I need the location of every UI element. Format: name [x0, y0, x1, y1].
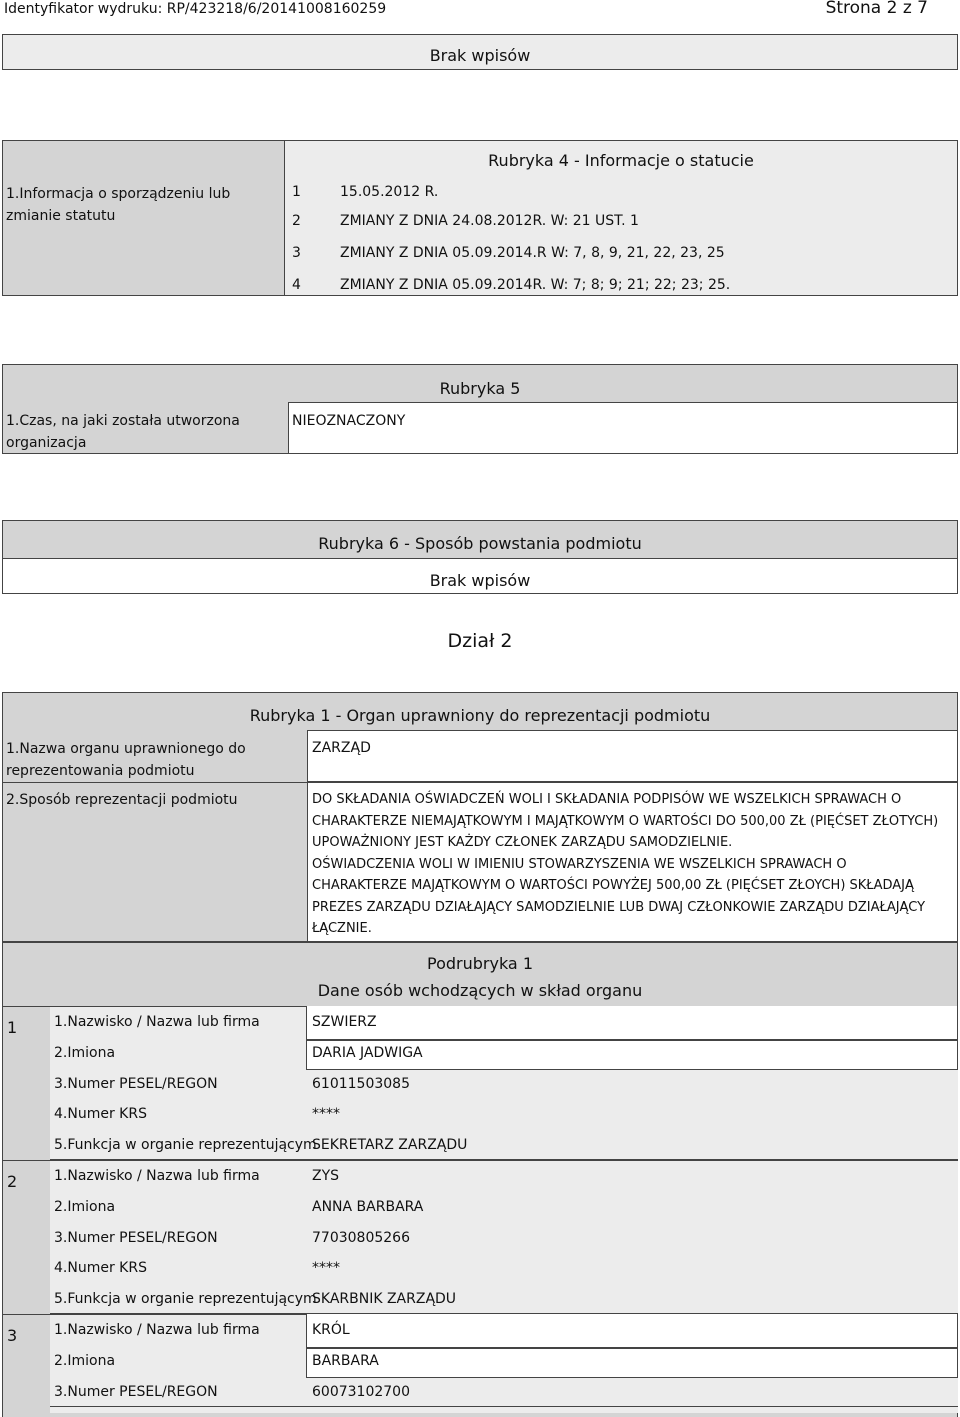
rubryka-5-value: NIEOZNACZONY — [292, 413, 406, 429]
text-line: UPOWAŻNIONY JEST KAŻDY CZŁONEK ZARZĄDU SAMODZIELNIE. — [312, 835, 733, 850]
print-identifier: Identyfikator wydruku: RP/423218/6/20141008160259 — [4, 1, 387, 17]
representation-method-text — [312, 789, 956, 940]
field-value: 77030805266 — [312, 1230, 410, 1246]
field-value: **** — [312, 1260, 340, 1276]
rubryka-4-label: 1.Informacja o sporządzeniu lub zmianie statutu — [6, 186, 231, 224]
field-label: 4.Numer KRS — [54, 1106, 147, 1122]
value-cell — [306, 1348, 958, 1378]
field-label: 1.Nazwisko / Nazwa lub firma — [54, 1168, 260, 1184]
empty-entries-label: Brak wpisów — [429, 46, 531, 65]
text-line: PREZES ZARZĄDU DZIAŁAJĄCY SAMODZIELNIE LUB DWAJ CZŁONKOWIE ZARZĄDU DZIAŁAJĄCY — [312, 899, 926, 915]
field-value: SZWIERZ — [312, 1014, 377, 1030]
field-value: SEKRETARZ ZARZĄDU — [312, 1137, 468, 1153]
entry-number: 2 — [292, 213, 301, 229]
field-value: ZYS — [312, 1168, 340, 1184]
value-cell — [306, 1006, 958, 1040]
page-number: Strona 2 z 7 — [825, 0, 928, 18]
field-value: **** — [312, 1106, 340, 1122]
rubryka-4-title: Rubryka 4 - Informacje o statucie — [488, 151, 754, 170]
representation-method-label: 2.Sposób reprezentacji podmiotu — [6, 792, 238, 808]
field-label: 1.Nazwisko / Nazwa lub firma — [54, 1322, 260, 1338]
entry-text: ZMIANY Z DNIA 05.09.2014.R W: 7, 8, 9, 21, 22, 23, 25 — [340, 245, 725, 261]
text-line: OŚWIADCZENIA WOLI W IMIENIU STOWARZYSZENIA WE WSZELKICH SPRAWACH O — [312, 856, 847, 872]
organ-name-label: 1.Nazwa organu uprawnionego do reprezentowania podmiotu — [6, 741, 246, 779]
entry-text: 15.05.2012 R. — [340, 184, 439, 200]
entry-number: 4 — [292, 277, 301, 293]
entry-text: ZMIANY Z DNIA 24.08.2012R. W: 21 UST. 1 — [340, 213, 639, 229]
field-label: 2.Imiona — [54, 1353, 116, 1369]
field-value: BARBARA — [312, 1353, 379, 1369]
section-heading: Dział 2 — [447, 630, 513, 652]
field-label: 3.Numer PESEL/REGON — [54, 1384, 218, 1400]
rubryka-5-label: 1.Czas, na jaki została utworzona organizacja — [6, 413, 240, 451]
person-number: 2 — [7, 1172, 18, 1191]
field-value: 61011503085 — [312, 1076, 410, 1092]
field-label: 5.Funkcja w organie reprezentującym — [54, 1137, 317, 1153]
rubryka-1-title: Rubryka 1 - Organ uprawniony do reprezentacji podmiotu — [249, 706, 711, 725]
field-label: 4.Numer KRS — [54, 1260, 147, 1276]
person-number: 1 — [7, 1018, 18, 1037]
entry-text: ZMIANY Z DNIA 05.09.2014R. W: 7; 8; 9; 21; 22; 23; 25. — [340, 277, 731, 293]
text-line: DO SKŁADANIA OŚWIADCZEŃ WOLI I SKŁADANIA PODPISÓW WE WSZELKICH SPRAWACH O — [312, 792, 902, 807]
podrubryka-1-subtitle: Dane osób wchodzących w skład organu — [317, 981, 643, 1000]
podrubryka-1-title: Podrubryka 1 — [427, 954, 533, 973]
field-label: 2.Imiona — [54, 1045, 116, 1061]
field-value: KRÓL — [312, 1322, 350, 1338]
organ-name-value: ZARZĄD — [312, 740, 371, 756]
rubryka-5-title: Rubryka 5 — [439, 379, 521, 398]
field-label: 1.Nazwisko / Nazwa lub firma — [54, 1014, 260, 1030]
field-label: 2.Imiona — [54, 1199, 116, 1215]
field-label: 3.Numer PESEL/REGON — [54, 1076, 218, 1092]
field-value: 60073102700 — [312, 1384, 410, 1400]
text-line: CHARAKTERZE NIEMAJĄTKOWYM I MAJĄTKOWYM O WARTOŚCI DO 500,00 ZŁ (PIĘĆSET ZŁOTYCH) — [312, 813, 939, 829]
text-line: ŁĄCZNIE. — [312, 921, 372, 936]
divider — [50, 1406, 958, 1407]
field-label: 3.Numer PESEL/REGON — [54, 1230, 218, 1246]
entry-number: 1 — [292, 184, 301, 200]
field-label: 5.Funkcja w organie reprezentującym — [54, 1291, 317, 1307]
field-value: SKARBNIK ZARZĄDU — [312, 1291, 457, 1307]
text-line: CHARAKTERZE MAJĄTKOWYM O WARTOŚCI POWYŻEJ 500,00 ZŁ (PIĘĆSET ZŁOYCH) SKŁADAJĄ — [312, 878, 914, 893]
rubryka-6-title: Rubryka 6 - Sposób powstania podmiotu — [318, 534, 642, 553]
field-value: DARIA JADWIGA — [312, 1045, 423, 1061]
person-number: 3 — [7, 1326, 18, 1345]
rubryka-6-empty-label: Brak wpisów — [429, 571, 531, 590]
organ-name-cell — [307, 730, 958, 782]
field-value: ANNA BARBARA — [312, 1199, 424, 1215]
entry-number: 3 — [292, 245, 301, 261]
value-cell — [306, 1314, 958, 1348]
